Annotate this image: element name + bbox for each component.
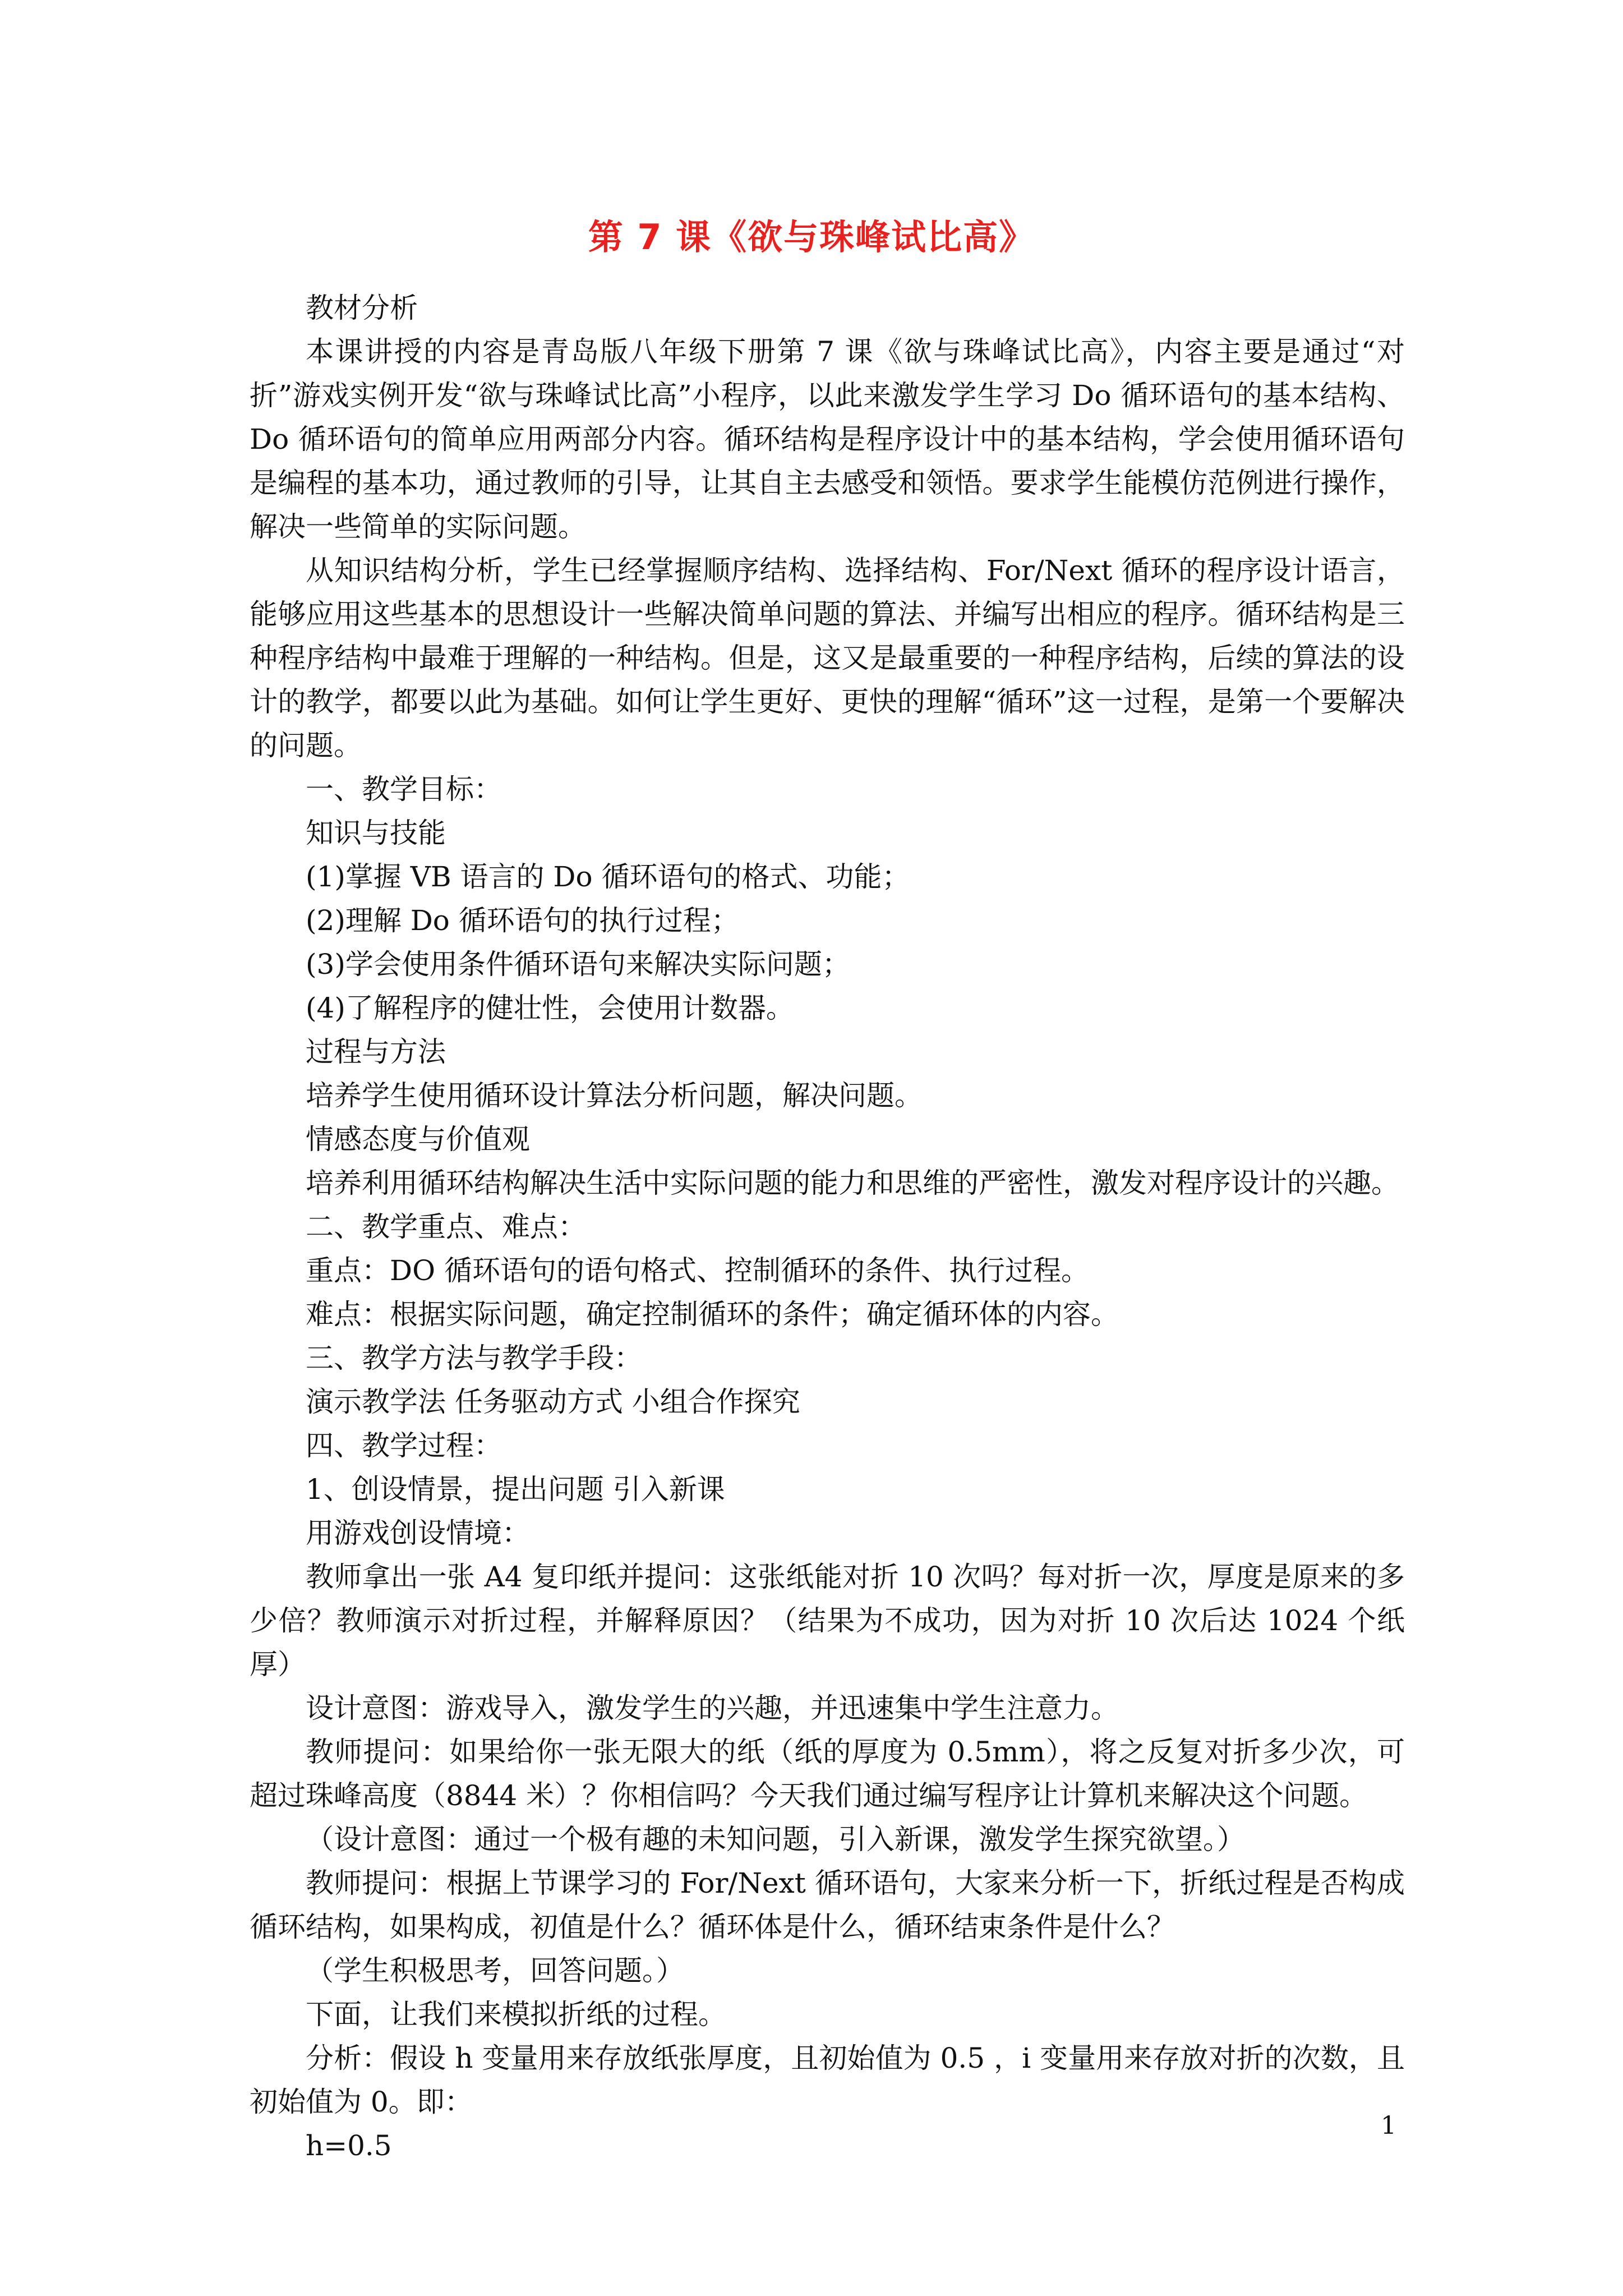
list-item: (2)理解 Do 循环语句的执行过程；	[306, 904, 739, 937]
paragraph: 教师提问：如果给你一张无限大的纸（纸的厚度为 0.5mm），将之反复对折多少次，可超过珠峰高度（8844 米）？你相信吗？今天我们通过编写程序让计算机来解决这个问题。	[250, 1736, 1405, 1812]
list-item: (3)学会使用条件循环语句来解决实际问题；	[306, 948, 850, 981]
section-heading: 一、教学目标：	[306, 773, 502, 806]
page-title: 第 7 课《欲与珠峰试比高》	[588, 217, 1035, 257]
subsection-heading: 1、创设情景，提出问题 引入新课	[306, 1473, 725, 1506]
paragraph: 教师拿出一张 A4 复印纸并提问：这张纸能对折 10 次吗？每对折一次，厚度是原来的多少倍？教师演示对折过程，并解释原因？（结果为不成功，因为对折 10 次后达 1024 个纸厚）	[250, 1561, 1405, 1681]
subsection-heading: 情感态度与价值观	[306, 1123, 530, 1156]
paragraph: （学生积极思考，回答问题。）	[306, 1954, 684, 1987]
list-item: (1)掌握 VB 语言的 Do 循环语句的格式、功能；	[306, 861, 910, 893]
paragraph: 培养学生使用循环设计算法分析问题，解决问题。	[306, 1079, 923, 1112]
paragraph: 教材分析	[306, 292, 418, 324]
paragraph: 下面，让我们来模拟折纸的过程。	[306, 1998, 726, 2031]
paragraph: 用游戏创设情境：	[306, 1517, 530, 1549]
subsection-heading: 知识与技能	[306, 817, 446, 849]
paragraph: 教师提问：根据上节课学习的 For/Next 循环语句，大家来分析一下，折纸过程是否构成循环结构，如果构成，初值是什么？循环体是什么，循环结束条件是什么？	[250, 1867, 1405, 1943]
page-number: 1	[1381, 2111, 1396, 2140]
subsection-heading: 过程与方法	[306, 1036, 446, 1068]
section-heading: 三、教学方法与教学手段：	[306, 1342, 642, 1374]
paragraph: 从知识结构分析，学生已经掌握顺序结构、选择结构、For/Next 循环的程序设计语言，能够应用这些基本的思想设计一些解决简单问题的算法、并编写出相应的程序。循环结构是三种程序结构中最难于理解的一种结构。但是，这又是最重要的一种程序结构，后续的算法的设计的教学，都要以此为基础。如何让学生更好、更快的理解“循环”这一过程，是第一个要解决的问题。	[250, 554, 1405, 762]
section-heading: 二、教学重点、难点：	[306, 1211, 586, 1243]
paragraph: 培养利用循环结构解决生活中实际问题的能力和思维的严密性，激发对程序设计的兴趣。	[306, 1167, 1399, 1199]
paragraph: 重点：DO 循环语句的语句格式、控制循环的条件、执行过程。	[306, 1254, 1089, 1287]
paragraph: 难点：根据实际问题，确定控制循环的条件；确定循环体的内容。	[306, 1298, 1119, 1331]
code-line: h=0.5	[306, 2129, 392, 2162]
paragraph: （设计意图：通过一个极有趣的未知问题，引入新课，激发学生探究欲望。）	[306, 1823, 1245, 1856]
document-body	[250, 286, 1405, 2168]
paragraph: 分析：假设 h 变量用来存放纸张厚度，且初始值为 0.5 ，i 变量用来存放对折的次数，且初始值为 0。即：	[250, 2042, 1405, 2118]
list-item: (4)了解程序的健壮性，会使用计数器。	[306, 992, 794, 1024]
paragraph: 本课讲授的内容是青岛版八年级下册第 7 课《欲与珠峰试比高》，内容主要是通过“对折”游戏实例开发“欲与珠峰试比高”小程序，以此来激发学生学习 Do 循环语句的基本结构、Do 循环语句的简单应用两部分内容。循环结构是程序设计中的基本结构，学会使用循环语句是编程的基本功，通过教师的引导，让其自主去感受和领悟。要求学生能模仿范例进行操作，解决一些简单的实际问题。	[250, 335, 1405, 543]
paragraph: 演示教学法 任务驱动方式 小组合作探究	[306, 1386, 800, 1418]
paragraph: 设计意图：游戏导入，激发学生的兴趣，并迅速集中学生注意力。	[306, 1692, 1119, 1724]
section-heading: 四、教学过程：	[306, 1429, 502, 1462]
